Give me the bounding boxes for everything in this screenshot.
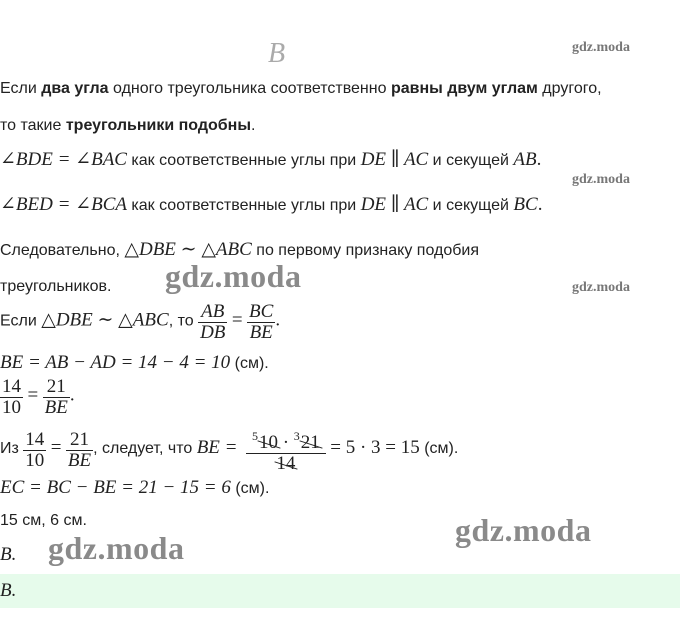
watermark: gdz.moda	[572, 172, 630, 187]
similarity-line-1: Следовательно, △DBE ∼ △ABC по первому признаку подобия	[0, 239, 479, 260]
angle-statement-1: ∠BDE = ∠BAC как соответственные углы при DE ∥ AC и секущей AB.	[0, 149, 542, 170]
ec-calculation: EC = BC − BE = 21 − 15 = 6 (см).	[0, 477, 270, 498]
rule-line-2: то такие треугольники подобны.	[0, 117, 256, 134]
rule-line-1: Если два угла одного треугольника соответственно равны двум углам другого,	[0, 80, 602, 97]
proportion: $\frac{14}{10}$ = $\frac{21}{BE}$ .	[2, 376, 75, 416]
fraction: $\frac{BC}{BE}$	[249, 301, 274, 341]
fraction: $\frac{AB}{DB}$	[200, 301, 226, 341]
header-letter: B	[268, 38, 286, 69]
fraction: $\frac{14}{10}$	[25, 428, 45, 469]
watermark: gdz.moda	[572, 40, 630, 55]
ratio-statement: Если △DBE ∼ △ABC, то $\frac{AB}{DB}$ = $\frac{BC}{BE}$ .	[0, 301, 281, 341]
answer-box	[0, 574, 680, 608]
answer-text: B.	[0, 580, 17, 601]
fraction: $\frac{21}{BE}$	[44, 376, 68, 416]
choice-line: B.	[0, 544, 17, 565]
watermark: gdz.moda	[572, 280, 630, 295]
cancelled-fraction: $\frac{^510 \cdot ^321}{14}$	[246, 426, 326, 472]
angle-statement-2: ∠BED = ∠BCA как соответственные углы при DE ∥ AC и секущей BC.	[0, 194, 543, 215]
watermark-large: gdz.moda	[455, 512, 592, 548]
fraction: $\frac{21}{BE}$	[67, 428, 92, 469]
similarity-line-2: треугольников.	[0, 278, 112, 295]
fraction: $\frac{14}{10}$	[2, 376, 21, 416]
watermark-large: gdz.moda	[165, 258, 302, 294]
result-line: 15 см, 6 см.	[0, 512, 87, 529]
be-calculation: BE = AB − AD = 14 − 4 = 10 (см).	[0, 352, 269, 373]
watermark-large: gdz.moda	[48, 530, 185, 566]
be-derivation: Из $\frac{14}{10}$ = $\frac{21}{BE}$ , следует, что BE = $\frac{^510 \cdot ^321}{14}$ = 5 · 3 = 15 (см).	[0, 426, 458, 472]
